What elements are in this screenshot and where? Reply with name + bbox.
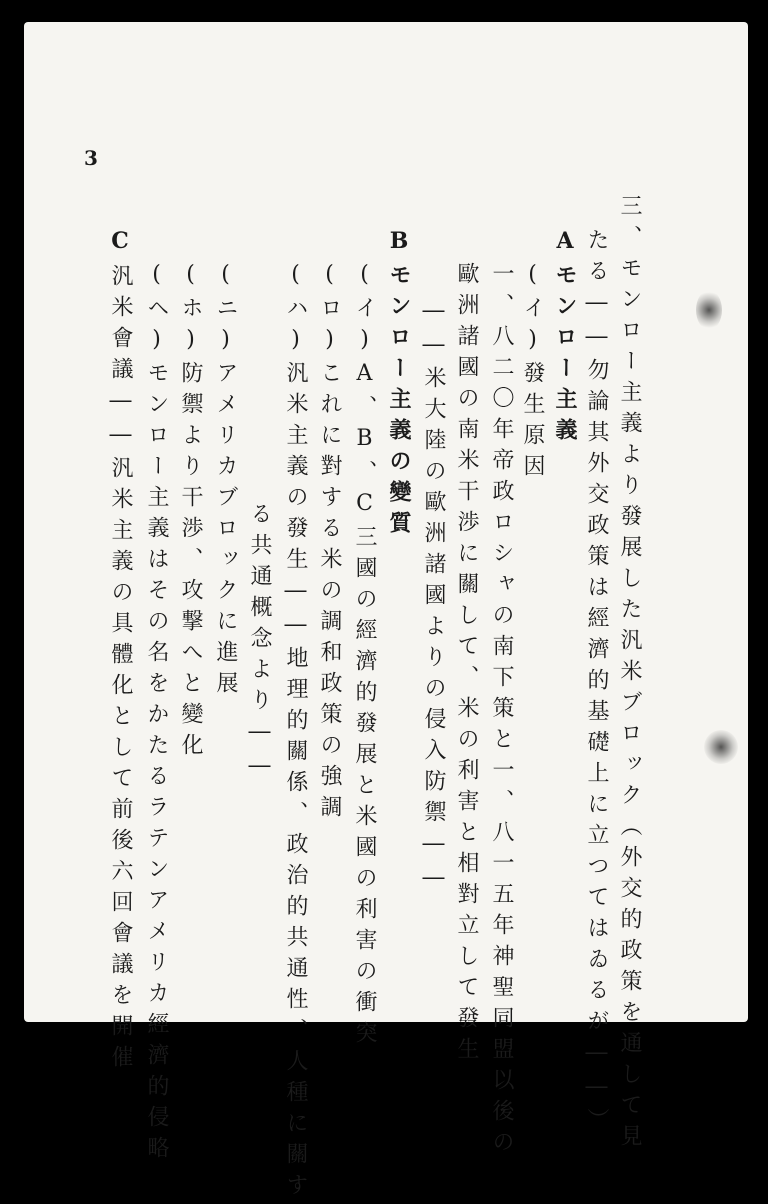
page-number: 3 — [84, 146, 98, 170]
text-line-5: 一、八二〇年帝政ロシャの南下策と一、八一五年神聖同盟以後の — [489, 262, 514, 1161]
text-line-3: Aモンロー主義 — [552, 228, 578, 449]
text-line-10: (ロ)これに對する米の調和政策の強調 — [317, 262, 342, 826]
text-line-16: C — [107, 228, 133, 263]
text-line-14: (ホ)防禦より干渉、攻撃へと變化 — [178, 262, 203, 764]
ink-smudge — [704, 730, 738, 764]
text-line-1: 三、モンロー主義より發展した汎米ブロック（外交的政策を通して見 — [617, 194, 642, 1155]
text-line-2: たる――勿論其外交政策は經濟的基礎上に立つてはゐるが――） — [584, 228, 609, 1139]
ink-smudge — [696, 290, 722, 330]
text-line-15: (ヘ)モンロー主義はその名をかたるラテンアメリカ經濟的侵略 — [144, 262, 169, 1167]
text-line-11: (ハ)汎米主義の發生――地理的關係、政治的共通性、人種に關す — [283, 262, 308, 1204]
text-line-12: る共通概念より―― — [247, 502, 272, 787]
text-line-6: 歐洲諸國の南米干渉に關して、米の利害と相對立して發生 — [454, 262, 479, 1068]
text-line-4: (イ)發生原因 — [520, 262, 545, 485]
text-line-17: 汎米會議――汎米主義の具體化として前後六回會議を開催 — [108, 264, 133, 1076]
text-line-8: Bモンロー主義の變質 — [386, 228, 412, 542]
document-page — [24, 22, 748, 1204]
text-line-13: (ニ)アメリカブロックに進展 — [213, 262, 238, 702]
text-line-7: ――米大陸の歐洲諸國よりの侵入防禦―― — [421, 298, 446, 899]
text-line-9: (イ)A、B、C三國の經濟的發展と米國の利害の衝突 — [352, 262, 377, 1052]
